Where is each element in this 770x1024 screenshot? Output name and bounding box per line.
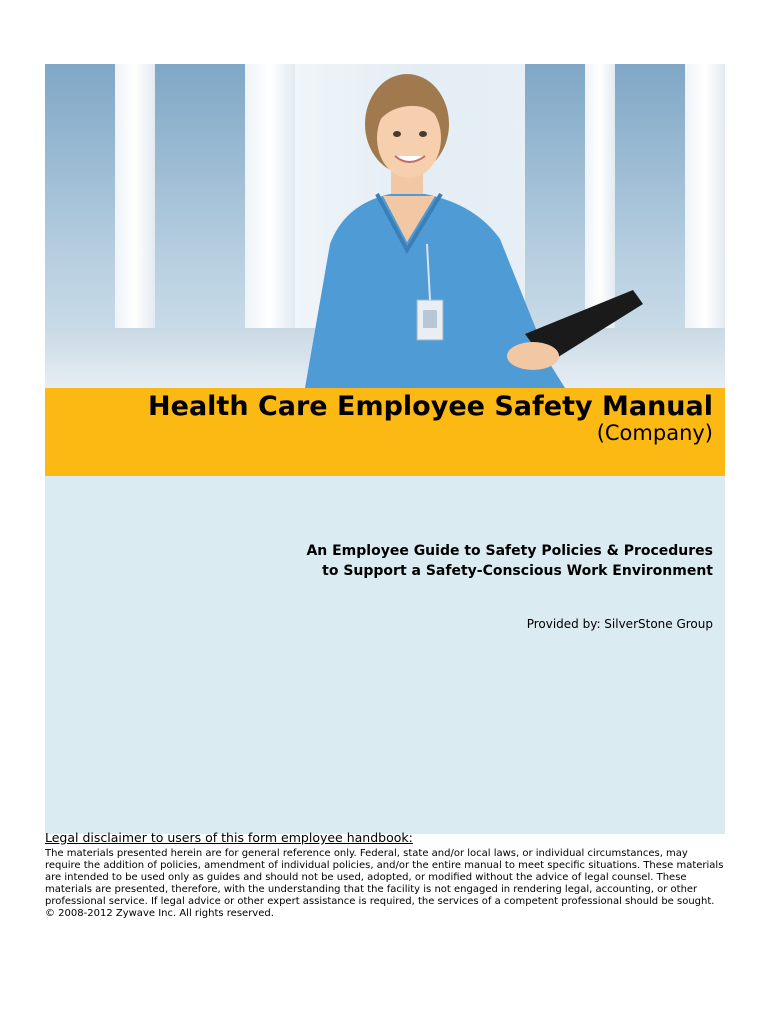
- title-band: [45, 388, 725, 476]
- company-placeholder: (Company): [596, 421, 713, 445]
- hands: [507, 342, 559, 370]
- nurse-illustration: [45, 64, 725, 388]
- disclaimer-text: The materials presented herein are for general reference only. Federal, state and/or local laws, or individual circumstances, may require the addition of policies, amendment of individual policies, and/or the entire manual to meet specific situations. These materials are intended to be used only as guides and should not be used, adopted, or modified without the advice of legal counsel. These materials are presented, therefore, with the understanding that the facility is not engaged in rendering legal, accounting, or other professional service. If legal advice or other expert assistance is required, the services of a competent professional should be sought. © 2008-2012 Zywave Inc. All rights reserved.: [45, 848, 724, 919]
- guide-description: [306, 541, 713, 581]
- disclaimer-heading: Legal disclaimer to users of this form employee handbook:: [45, 830, 413, 845]
- info-panel: [45, 476, 725, 834]
- guide-line-1: An Employee Guide to Safety Policies & Procedures: [306, 543, 713, 559]
- hero-photo: [45, 64, 725, 388]
- guide-line-2: to Support a Safety-Conscious Work Environment: [322, 563, 713, 579]
- provided-by: Provided by: SilverStone Group: [526, 617, 713, 631]
- document-title: Health Care Employee Safety Manual: [148, 391, 713, 422]
